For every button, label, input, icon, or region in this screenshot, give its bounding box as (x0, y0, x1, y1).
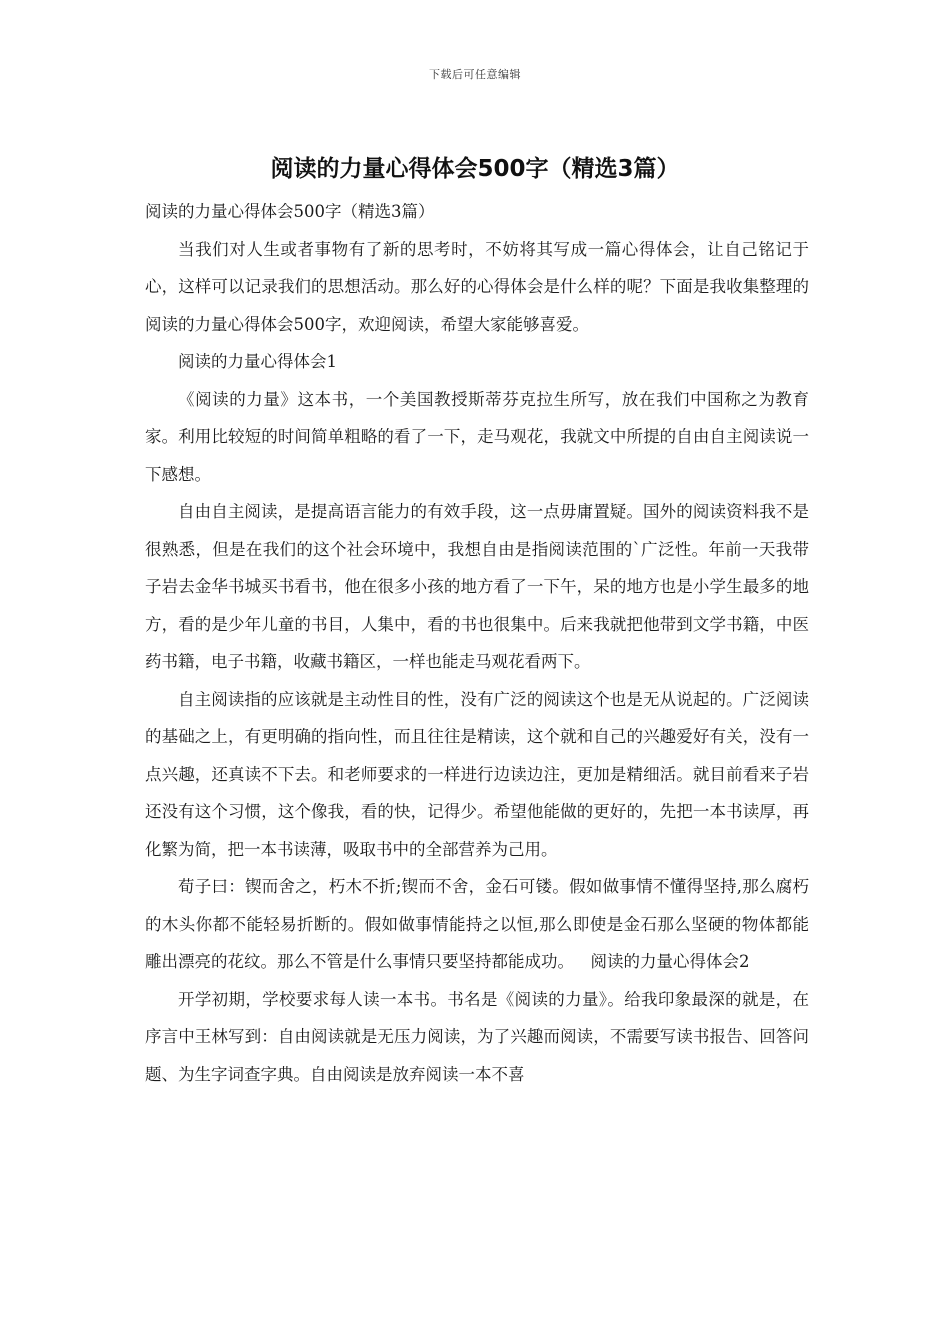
body-paragraph: 《阅读的力量》这本书，一个美国教授斯蒂芬克拉生所写，放在我们中国称之为教育家。利用比较短的时间简单粗略的看了一下，走马观花，我就文中所提的自由自主阅读说一下感想。 (145, 389, 809, 484)
document-title: 阅读的力量心得体会500字（精选3篇） (270, 156, 680, 182)
body-paragraph: 自主阅读指的应该就是主动性目的性，没有广泛的阅读这个也是无从说起的。广泛阅读的基础之上，有更明确的指向性，而且往往是精读，这个就和自己的兴趣爱好有关，没有一点兴趣，还真读不下去。和老师要求的一样进行边读边注，更加是精细活。就目前看来子岩还没有这个习惯，这个像我，看的快，记得少。希望他能做的更好的，先把一本书读厚，再化繁为简，把一本书读薄，吸取书中的全部营养为己用。 (145, 689, 809, 859)
page-header-note: 下载后可任意编辑 (429, 68, 521, 81)
document-subtitle: 阅读的力量心得体会500字（精选3篇） (145, 202, 435, 221)
intro-paragraph: 当我们对人生或者事物有了新的思考时，不妨将其写成一篇心得体会，让自己铭记于心，这样可以记录我们的思想活动。那么好的心得体会是什么样的呢？下面是我收集整理的阅读的力量心得体会500字，欢迎阅读，希望大家能够喜爱。 (145, 239, 809, 334)
body-paragraph: 开学初期，学校要求每人读一本书。书名是《阅读的力量》。给我印象最深的就是，在序言中王林写到：自由阅读就是无压力阅读，为了兴趣而阅读，不需要写读书报告、回答问题、为生字词查字典。自由阅读是放弃阅读一本不喜 (145, 989, 809, 1084)
section-heading-2: 阅读的力量心得体会2 (590, 952, 750, 971)
body-paragraph-with-heading (145, 868, 809, 981)
section-heading-1: 阅读的力量心得体会1 (178, 352, 337, 371)
body-paragraph: 荀子曰：锲而舍之，朽木不折;锲而不舍，金石可镂。假如做事情不懂得坚持,那么腐朽的木头你都不能轻易折断的。假如做事情能持之以恒,那么即使是金石那么坚硬的物体都能雕出漂亮的花纹。那么不管是什么事情只要坚持都能成功。 (145, 877, 809, 971)
document-body (145, 193, 809, 1093)
body-paragraph: 自由自主阅读，是提高语言能力的有效手段，这一点毋庸置疑。国外的阅读资料我不是很熟悉，但是在我们的这个社会环境中，我想自由是指阅读范围的`广泛性。年前一天我带子岩去金华书城买书看书，他在很多小孩的地方看了一下午，呆的地方也是小学生最多的地方，看的是少年儿童的书目，人集中，看的书也很集中。后来我就把他带到文学书籍，中医药书籍，电子书籍，收藏书籍区，一样也能走马观花看两下。 (145, 502, 809, 671)
